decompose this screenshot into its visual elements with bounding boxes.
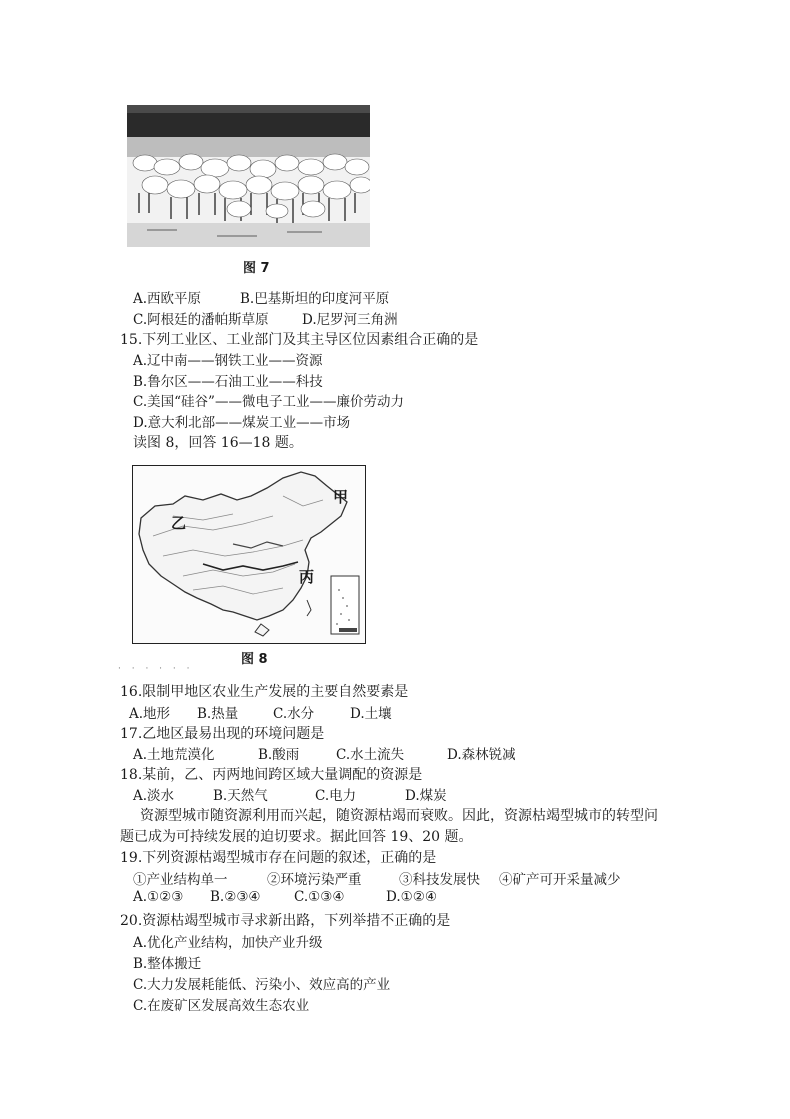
q19-option-d: D.①②④ xyxy=(386,889,437,905)
q15-option-b: B.鲁尔区——石油工业——科技 xyxy=(133,374,323,390)
map-label-yi: 乙 xyxy=(171,514,187,532)
q16-option-a: A.地形 xyxy=(129,706,171,722)
passage-line-2: 题已成为可持续发展的迫切要求。据此回答 19、20 题。 xyxy=(120,829,473,845)
q17-option-d: D.森林锐减 xyxy=(447,747,516,763)
q16-option-c: C.水分 xyxy=(273,706,315,722)
question-15-stem: 15.下列工业区、工业部门及其主导区位因素组合正确的是 xyxy=(120,332,479,348)
q19-option-c: C.①③④ xyxy=(294,889,345,905)
q18-option-d: D.煤炭 xyxy=(405,788,447,804)
q20-option-d: C.在废矿区发展高效生态农业 xyxy=(133,998,310,1014)
q19-option-b: B.②③④ xyxy=(210,889,261,905)
china-map-drawing xyxy=(133,466,365,643)
q20-option-a: A.优化产业结构，加快产业升级 xyxy=(133,935,323,951)
dotted-separator: · · · · · · xyxy=(118,664,194,674)
q20-option-c: C.大力发展耗能低、污染小、效应高的产业 xyxy=(133,977,391,993)
q15-option-a: A.辽中南——钢铁工业——资源 xyxy=(133,353,323,369)
passage-line-1: 资源型城市随资源利用而兴起，随资源枯竭而衰败。因此，资源枯竭型城市的转型问 xyxy=(140,808,658,824)
q19-statement-3: ③科技发展快 xyxy=(399,872,480,888)
sheep-grazing-photo xyxy=(127,105,370,247)
q17-option-b: B.酸雨 xyxy=(258,747,300,763)
question-20-stem: 20.资源枯竭型城市寻求新出路，下列举措不正确的是 xyxy=(120,913,451,929)
sheep-photo-drawing xyxy=(127,105,370,247)
fig7-option-d: D.尼罗河三角洲 xyxy=(302,312,398,328)
q17-option-a: A.土地荒漠化 xyxy=(133,747,215,763)
question-19-stem: 19.下列资源枯竭型城市存在问题的叙述，正确的是 xyxy=(120,850,437,866)
q19-statement-2: ②环境污染严重 xyxy=(267,872,362,888)
question-16-stem: 16.限制甲地区农业生产发展的主要自然要素是 xyxy=(120,684,409,700)
question-18-stem: 18.某前，乙、丙两地间跨区域大量调配的资源是 xyxy=(120,767,423,783)
map-label-bing: 丙 xyxy=(299,568,315,586)
q18-option-b: B.天然气 xyxy=(213,788,268,804)
question-17-stem: 17.乙地区最易出现的环境问题是 xyxy=(120,726,325,742)
q18-option-a: A.淡水 xyxy=(133,788,175,804)
q19-statement-1: ①产业结构单一 xyxy=(133,872,228,888)
q16-option-b: B.热量 xyxy=(197,706,239,722)
fig7-option-a: A.西欧平原 xyxy=(133,291,202,307)
q17-option-c: C.水土流失 xyxy=(336,747,405,763)
fig8-intro: 读图 8，回答 16—18 题。 xyxy=(133,435,303,451)
q18-option-c: C.电力 xyxy=(315,788,357,804)
china-map xyxy=(132,465,366,644)
q15-option-d: D.意大利北部——煤炭工业——市场 xyxy=(133,415,351,431)
fig7-option-b: B.巴基斯坦的印度河平原 xyxy=(240,291,390,307)
figure-7-caption: 图 7 xyxy=(243,261,270,276)
q19-statement-4: ④矿产可开采量减少 xyxy=(499,872,621,888)
fig7-option-c: C.阿根廷的潘帕斯草原 xyxy=(133,312,269,328)
q15-option-c: C.美国“硅谷”——微电子工业——廉价劳动力 xyxy=(133,394,404,410)
map-label-jia: 甲 xyxy=(333,488,349,506)
q20-option-b: B.整体搬迁 xyxy=(133,956,202,972)
q19-option-a: A.①②③ xyxy=(133,889,184,905)
figure-8-caption: 图 8 xyxy=(241,652,268,667)
q16-option-d: D.土壤 xyxy=(350,706,392,722)
